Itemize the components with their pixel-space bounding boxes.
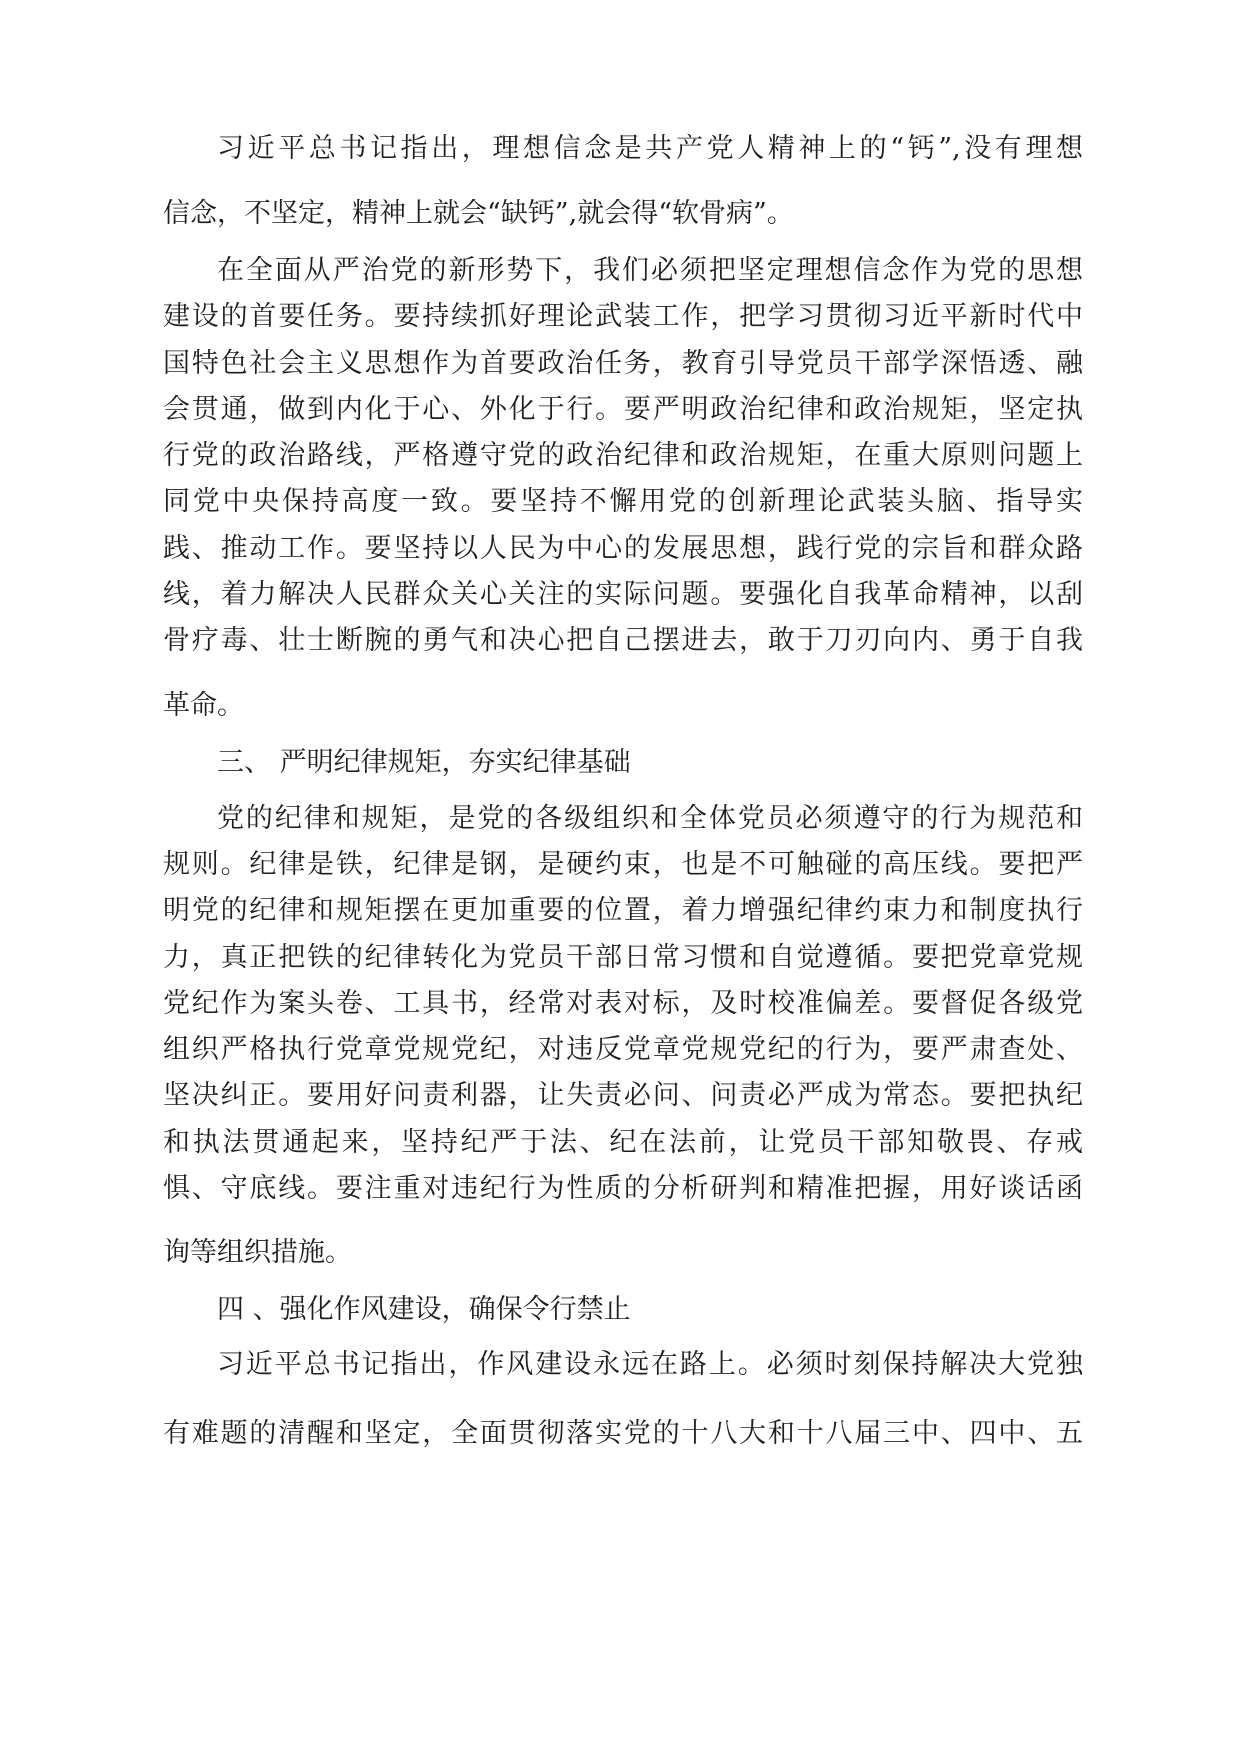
paragraph-line: 骨疗毒、壮士断腕的勇气和决心把自己摆进去，敢于刀刃向内、勇于自我 — [163, 625, 1083, 656]
paragraph-line: 党纪作为案头卷、工具书，经常对表对标，及时校准偏差。要督促各级党 — [163, 988, 1083, 1019]
paragraph-line: 明党的纪律和规矩摆在更加重要的位置，着力增强纪律约束力和制度执行 — [163, 895, 1083, 926]
paragraph-line: 同党中央保持高度一致。要坚持不懈用党的创新理论武装头脑、指导实 — [163, 486, 1083, 517]
section-heading: 三、 严明纪律规矩，夯实纪律基础 — [217, 747, 631, 778]
paragraph-line: 革命。 — [163, 690, 244, 721]
paragraph-line: 组织严格执行党章党规党纪，对违反党章党规党纪的行为，要严肃查处、 — [163, 1034, 1083, 1065]
paragraph-line: 询等组织措施。 — [163, 1237, 352, 1268]
paragraph-line: 践、推动工作。要坚持以人民为中心的发展思想，践行党的宗旨和群众路 — [163, 533, 1083, 564]
paragraph-line: 线，着力解决人民群众关心关注的实际问题。要强化自我革命精神，以刮 — [163, 579, 1083, 610]
paragraph-line: 坚决纠正。要用好问责利器，让失责必问、问责必严成为常态。要把执纪 — [163, 1080, 1083, 1111]
paragraph-line: 和执法贯通起来，坚持纪严于法、纪在法前，让党员干部知敬畏、存戒 — [163, 1127, 1083, 1158]
paragraph-line: 力，真正把铁的纪律转化为党员干部日常习惯和自觉遵循。要把党章党规 — [163, 942, 1083, 973]
paragraph-line: 有难题的清醒和坚定，全面贯彻落实党的十八大和十八届三中、四中、五 — [163, 1418, 1083, 1449]
paragraph-line: 习近平总书记指出，作风建设永远在路上。必须时刻保持解决大党独 — [217, 1349, 1083, 1380]
paragraph-line: 在全面从严治党的新形势下，我们必须把坚定理想信念作为党的思想 — [217, 255, 1083, 286]
paragraph-line: 惧、守底线。要注重对违纪行为性质的分析研判和精准把握，用好谈话函 — [163, 1173, 1083, 1204]
paragraph-line: 国特色社会主义思想作为首要政治任务，教育引导党员干部学深悟透、融 — [163, 348, 1083, 379]
paragraph-line: 规则。纪律是铁，纪律是钢，是硬约束，也是不可触碰的高压线。要把严 — [163, 849, 1083, 880]
paragraph-line: 习近平总书记指出，理想信念是共产党人精神上的“钙”,没有理想 — [217, 133, 1083, 164]
section-heading: 四 、强化作风建设，确保令行禁止 — [217, 1294, 631, 1325]
paragraph-line: 行党的政治路线，严格遵守党的政治纪律和政治规矩，在重大原则问题上 — [163, 440, 1083, 471]
paragraph-line: 会贯通，做到内化于心、外化于行。要严明政治纪律和政治规矩，坚定执 — [163, 394, 1083, 425]
paragraph-line: 建设的首要任务。要持续抓好理论武装工作，把学习贯彻习近平新时代中 — [163, 301, 1083, 332]
paragraph-line: 党的纪律和规矩，是党的各级组织和全体党员必须遵守的行为规范和 — [217, 803, 1083, 834]
paragraph-line: 信念，不坚定，精神上就会“缺钙”,就会得“软骨病”。 — [163, 198, 794, 229]
